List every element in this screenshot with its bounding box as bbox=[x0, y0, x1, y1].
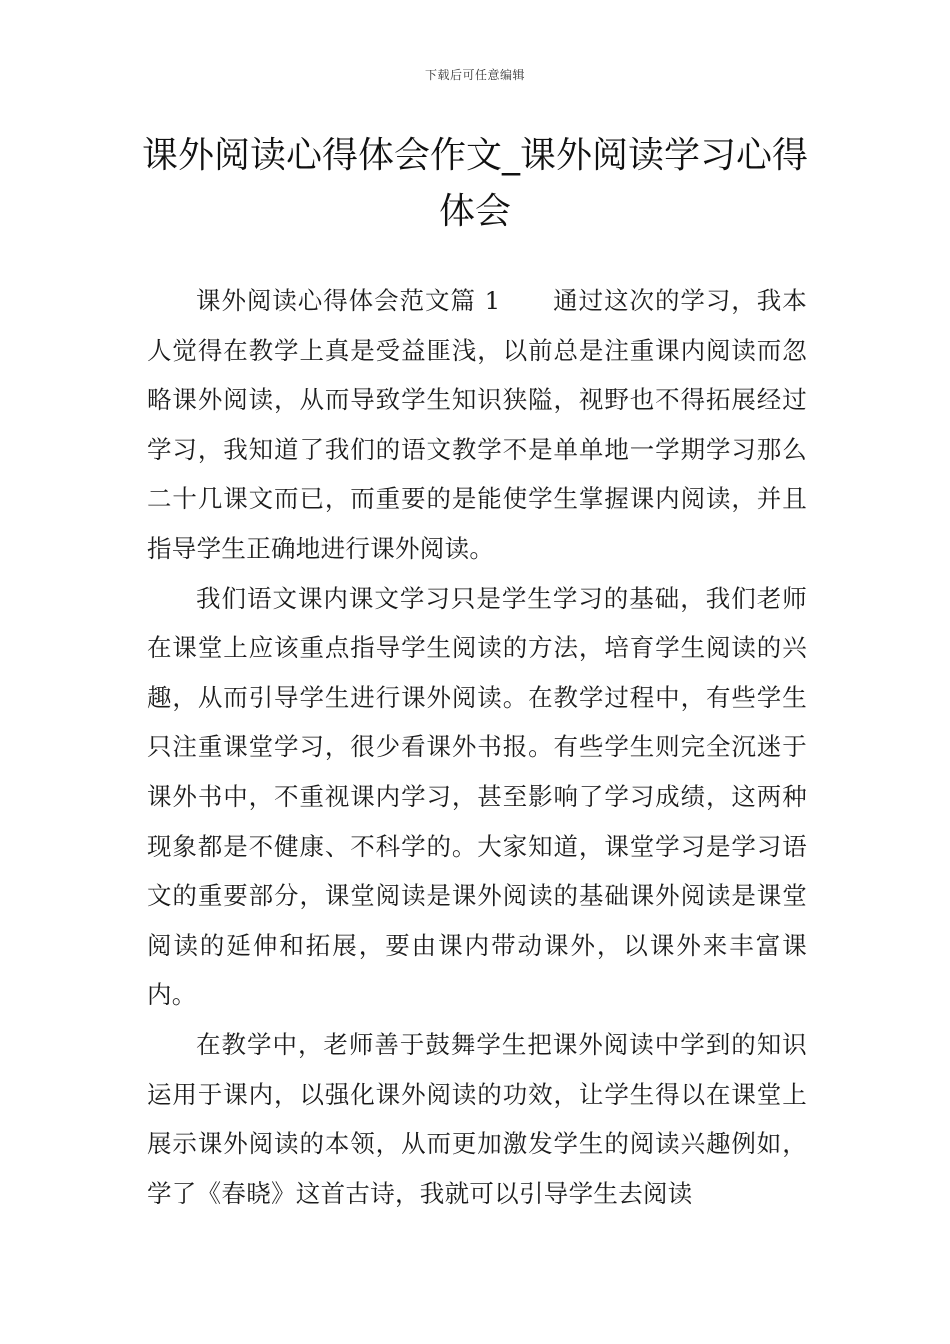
paragraph-1-label: 课外阅读心得体会范文篇 1 bbox=[196, 286, 501, 315]
paragraph-1-text: 通过这次的学习，我本人觉得在教学上真是受益匪浅，以前总是注重课内阅读而忽略课外阅读，从而导致学生知识狭隘，视野也不得拓展经过学习，我知道了我们的语文教学不是单单地一学期学习那么二十几课文而已，而重要的是能使学生掌握课内阅读，并且指导学生正确地进行课外阅读。 bbox=[147, 286, 807, 563]
paragraph-2: 我们语文课内课文学习只是学生学习的基础，我们老师在课堂上应该重点指导学生阅读的方法，培育学生阅读的兴趣，从而引导学生进行课外阅读。在教学过程中，有些学生只注重课堂学习，很少看课外书报。有些学生则完全沉迷于课外书中，不重视课内学习，甚至影响了学习成绩，这两种现象都是不健康、不科学的。大家知道，课堂学习是学习语文的重要部分，课堂阅读是课外阅读的基础课外阅读是课堂阅读的延伸和拓展，要由课内带动课外，以课外来丰富课内。 bbox=[147, 583, 807, 1010]
document-title: 课外阅读心得体会作文_课外阅读学习心得体会 bbox=[141, 135, 808, 232]
paragraph-1 bbox=[147, 276, 807, 574]
paragraph-3: 在教学中，老师善于鼓舞学生把课外阅读中学到的知识运用于课内，以强化课外阅读的功效，让学生得以在课堂上展示课外阅读的本领，从而更加激发学生的阅读兴趣例如，学了《春晓》这首古诗，我就可以引导学生去阅读 bbox=[147, 1029, 807, 1208]
page-header-note: 下载后可任意编辑 bbox=[424, 68, 525, 82]
document-body bbox=[147, 276, 807, 1218]
